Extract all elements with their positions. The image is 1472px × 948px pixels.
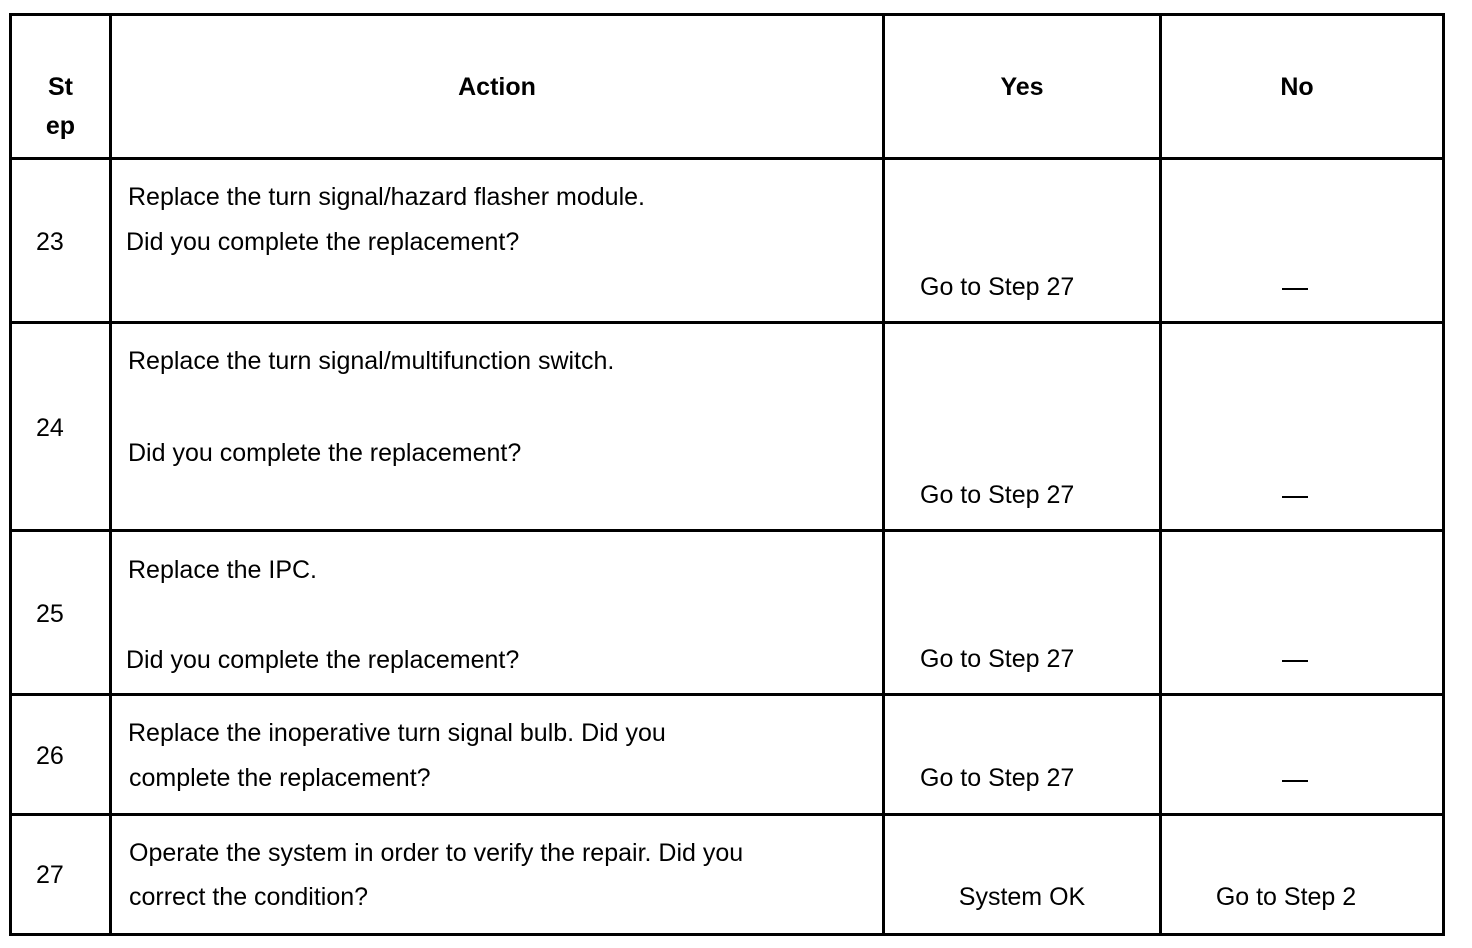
yes-result: Go to Step 27 [920, 764, 1075, 792]
row-divider-23 [9, 321, 1445, 324]
yes-result: Go to Step 27 [920, 645, 1075, 673]
action-text: Operate the system in order to verify the repair. Did you [129, 839, 744, 867]
action-text: Replace the IPC. [128, 556, 317, 584]
action-text: Replace the turn signal/multifunction switch. [128, 347, 615, 375]
action-text: Did you complete the replacement? [126, 646, 520, 674]
header-yes: Yes [1000, 73, 1044, 101]
step-number: 26 [36, 742, 64, 770]
action-text: Did you complete the replacement? [126, 228, 520, 256]
no-result: Go to Step 2 [1215, 883, 1357, 911]
no-result-dash [1282, 780, 1308, 782]
column-divider-action [882, 13, 885, 936]
column-divider-yes [1159, 13, 1162, 936]
header-action: Action [458, 73, 536, 101]
yes-result: Go to Step 27 [920, 273, 1075, 301]
action-text: correct the condition? [129, 883, 369, 911]
action-text: complete the replacement? [129, 764, 431, 792]
row-divider-25 [9, 693, 1445, 696]
row-divider-26 [9, 813, 1445, 816]
header-step-line1: St [48, 73, 73, 101]
action-text: Replace the inoperative turn signal bulb. Did you [128, 719, 666, 747]
no-result-dash [1282, 660, 1308, 662]
column-divider-step [109, 13, 112, 936]
step-number: 23 [36, 228, 64, 256]
no-result-dash [1282, 288, 1308, 290]
row-divider-24 [9, 529, 1445, 532]
row-divider-header [9, 157, 1445, 160]
no-result-dash [1282, 496, 1308, 498]
action-text: Did you complete the replacement? [128, 439, 522, 467]
header-no: No [1280, 73, 1314, 101]
step-number: 27 [36, 861, 64, 889]
step-number: 25 [36, 600, 64, 628]
yes-result: System OK [958, 883, 1086, 911]
table-border [9, 13, 1445, 936]
yes-result: Go to Step 27 [920, 481, 1075, 509]
action-text: Replace the turn signal/hazard flasher module. [128, 183, 645, 211]
step-number: 24 [36, 414, 64, 442]
header-step-line2: ep [45, 112, 76, 140]
